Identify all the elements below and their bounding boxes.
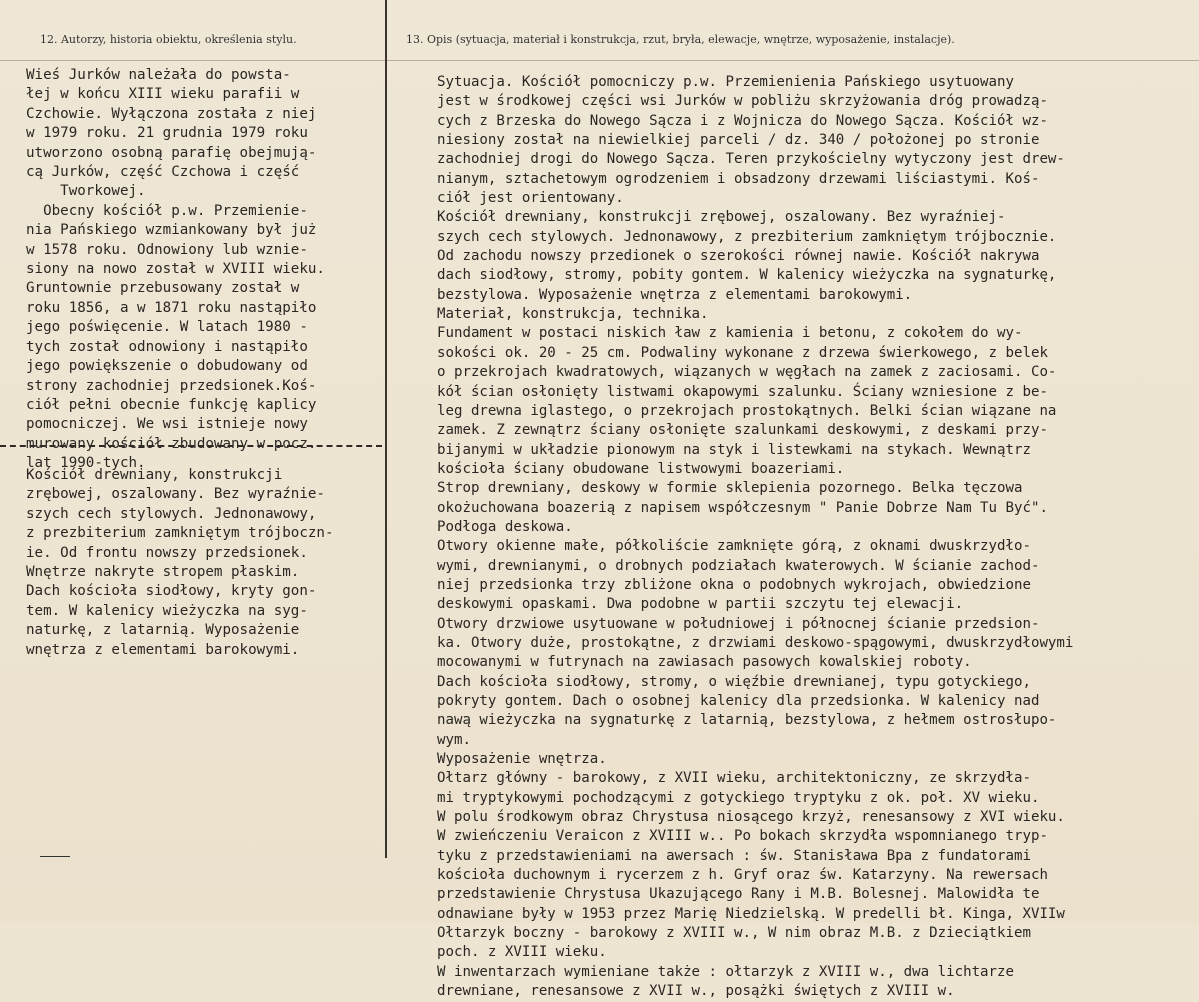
description-line: leg drewna iglastego, o przekrojach prostokątnych. Belki ścian wiązane na — [437, 402, 1057, 419]
description-line: nianym, sztachetowym ogrodzeniem i obsadzony drzewami liściastymi. Koś- — [437, 170, 1040, 187]
description-line: sokości ok. 20 - 25 cm. Podwaliny wykonane z drzewa świerkowego, z belek — [437, 344, 1048, 361]
history-line: w 1979 roku. 21 grudnia 1979 roku — [26, 125, 308, 142]
description-line: tyku z przedstawieniami na awersach : św. Stanisława Bpa z fundatorami — [437, 847, 1031, 864]
history-line: Czchowie. Wyłączona została z niej — [26, 105, 317, 122]
history-line: utworzono osobną parafię obejmują- — [26, 144, 317, 161]
left-column-header: 12. Autorzy, historia obiektu, określenia stylu. — [40, 33, 297, 46]
summary-line: Kościół drewniany, konstrukcji — [26, 467, 283, 483]
summary-line: zrębowej, oszalowany. Bez wyraźnie- — [26, 486, 325, 503]
description-line: szych cech stylowych. Jednonawowy, z prezbiterium zamkniętym trójbocznie. — [437, 228, 1057, 245]
description-line: Dach kościoła siodłowy, stromy, o więźbie drewnianej, typu gotyckiego, — [437, 673, 1031, 690]
description-line: Sytuacja. Kościół pomocniczy p.w. Przemienienia Pańskiego usytuowany — [437, 74, 1014, 90]
description-text — [437, 73, 1073, 1002]
history-line: Gruntownie przebusowany został w — [26, 280, 300, 297]
description-line: W zwieńczeniu Veraicon z XVIII w.. Po bokach skrzydła wspomnianego tryp- — [437, 828, 1048, 845]
description-line: Strop drewniany, deskowy w formie sklepienia pozornego. Belka tęczowa — [437, 480, 1023, 497]
description-line: niesiony został na niewielkiej parceli / dz. 340 / położonej po stronie — [437, 132, 1040, 149]
description-line: W inwentarzach wymieniane także : ołtarzyk z XVIII w., dwa lichtarze — [437, 963, 1014, 980]
history-line: jego powiększenie o dobudowany od — [26, 358, 308, 375]
description-line: Ołtarz główny - barokowy, z XVII wieku, architektoniczny, ze skrzydła- — [437, 770, 1031, 787]
description-line: dach siodłowy, stromy, pobity gontem. W kalenicy wieżyczka na sygnaturkę, — [437, 267, 1057, 284]
description-line: drewniane, renesansowe z XVII w., posążki świętych z XVIII w. — [437, 983, 955, 1000]
description-line: cych z Brzeska do Nowego Sącza i z Wojnicza do Nowego Sącza. Kościół wz- — [437, 112, 1048, 129]
history-line: roku 1856, a w 1871 roku nastąpiło — [26, 299, 317, 316]
description-line: okożuchowana boazerią z napisem współczesnym " Panie Dobrze Nam Tu Być". — [437, 499, 1048, 516]
description-line: ka. Otwory duże, prostokątne, z drzwiami deskowo-spągowymi, dwuskrzydłowymi — [437, 634, 1074, 651]
description-line: Ołtarzyk boczny - barokowy z XVIII w., W nim obraz M.B. z Dzieciątkiem — [437, 925, 1031, 942]
summary-line: ie. Od frontu nowszy przedsionek. — [26, 544, 308, 561]
history-line: ciół pełni obecnie funkcję kaplicy — [26, 396, 317, 413]
description-line: Podłoga deskowa. — [437, 518, 573, 535]
description-line: Otwory drzwiowe usytuowane w południowej i północnej ścianie przedsion- — [437, 615, 1040, 632]
history-line: Tworkowej. — [26, 183, 146, 200]
description-line: zachodniej drogi do Nowego Sącza. Teren przykościelny wytyczony jest drew- — [437, 151, 1065, 168]
summary-line: naturkę, z latarnią. Wyposażenie — [26, 622, 300, 639]
history-line: w 1578 roku. Odnowiony lub wznie- — [26, 241, 308, 258]
summary-line: z prezbiterium zamkniętym trójboczn- — [26, 525, 334, 542]
history-line: jego poświęcenie. W latach 1980 - — [26, 319, 308, 336]
summary-line: Wnętrze nakryte stropem płaskim. — [26, 564, 300, 581]
description-line: jest w środkowej części wsi Jurków w pobliżu skrzyżowania dróg prowadzą- — [437, 93, 1048, 110]
history-line: łej w końcu XIII wieku parafii w — [26, 86, 300, 103]
description-line: o przekrojach kwadratowych, wiązanych w węgłach na zamek z zaciosami. Co- — [437, 364, 1057, 381]
description-line: pokryty gontem. Dach o osobnej kalenicy dla przedsionka. W kalenicy nad — [437, 693, 1040, 709]
history-line: murowany kościół zbudowany w pocz. — [26, 435, 317, 452]
description-line: przedstawienie Chrystusa Ukazującego Rany i M.B. Bolesnej. Malowidła te — [437, 886, 1040, 903]
history-line: Wieś Jurków należała do powsta- — [26, 67, 291, 83]
header-rule — [0, 60, 1199, 61]
description-line: ciół jest orientowany. — [437, 190, 624, 207]
description-line: poch. z XVIII wieku. — [437, 944, 607, 961]
description-line: nawą wieżyczka na sygnaturkę z latarnią, bezstylowa, z hełmem ostrosłupo- — [437, 712, 1057, 729]
summary-line: tem. W kalenicy wieżyczka na syg- — [26, 602, 308, 619]
history-line: tych został odnowiony i nastąpiło — [26, 338, 308, 355]
description-line: niej przedsionka trzy zbliżone okna o podobnych wykrojach, obwiedzione — [437, 576, 1031, 593]
history-line: nia Pańskiego wzmiankowany był już — [26, 222, 317, 239]
description-line: Kościół drewniany, konstrukcji zrębowej, oszalowany. Bez wyraźniej- — [437, 209, 1006, 226]
dashed-separator — [0, 445, 382, 447]
margin-tick — [40, 856, 70, 857]
description-line: Fundament w postaci niskich ław z kamienia i betonu, z cokołem do wy- — [437, 325, 1023, 342]
history-text — [26, 66, 325, 474]
column-divider — [385, 0, 387, 858]
style-summary-text — [26, 466, 334, 660]
history-line: lat 1990-tych. — [26, 455, 146, 472]
description-line: wym. — [437, 731, 471, 748]
description-line: W polu środkowym obraz Chrystusa niosącego krzyż, renesansowy z XVI wieku. — [437, 809, 1065, 826]
description-line: Od zachodu nowszy przedionek o szerokości równej nawie. Kościół nakrywa — [437, 248, 1040, 265]
description-line: Materiał, konstrukcja, technika. — [437, 306, 709, 323]
right-column-header: 13. Opis (sytuacja, materiał i konstrukcja, rzut, bryła, elewacje, wnętrze, wyposażenie, instalacje). — [406, 33, 955, 46]
description-line: mocowanymi w futrynach na zawiasach pasowych kowalskiej roboty. — [437, 654, 972, 671]
history-line: Obecny kościół p.w. Przemienie- — [26, 202, 308, 219]
history-line: siony na nowo został w XVIII wieku. — [26, 261, 325, 278]
description-line: deskowymi opaskami. Dwa podobne w partii szczytu tej elewacji. — [437, 596, 964, 613]
description-line: wymi, drewnianymi, o drobnych podziałach kwaterowych. W ścianie zachod- — [437, 557, 1040, 574]
description-line: kół ścian osłonięty listwami okapowymi szalunku. Ściany wzniesione z be- — [437, 383, 1048, 400]
description-line: kościoła ściany obudowane listwowymi boazeriami. — [437, 460, 845, 477]
description-line: mi tryptykowymi pochodzącymi z gotyckiego tryptyku z ok. poł. XV wieku. — [437, 789, 1040, 806]
description-line: zamek. Z zewnątrz ściany osłonięte szalunkami deskowymi, z deskami przy- — [437, 422, 1048, 439]
summary-line: szych cech stylowych. Jednonawowy, — [26, 505, 317, 522]
description-line: Wyposażenie wnętrza. — [437, 751, 607, 768]
description-line: kościoła duchownym i rycerzem z h. Gryf oraz św. Katarzyny. Na rewersach — [437, 867, 1048, 884]
summary-line: wnętrza z elementami barokowymi. — [26, 641, 300, 658]
summary-line: Dach kościoła siodłowy, kryty gon- — [26, 583, 317, 600]
description-line: Otwory okienne małe, półkoliście zamknięte górą, z oknami dwuskrzydło- — [437, 538, 1031, 555]
history-line: cą Jurków, część Czchowa i część — [26, 164, 300, 181]
history-line: pomocniczej. We wsi istnieje nowy — [26, 416, 308, 433]
history-line: strony zachodniej przedsionek.Koś- — [26, 377, 317, 394]
description-line: bezstylowa. Wyposażenie wnętrza z elementami barokowymi. — [437, 286, 913, 303]
description-line: bijanymi w układzie pionowym na styk i listewkami na stykach. Wewnątrz — [437, 441, 1031, 458]
description-line: odnawiane były w 1953 przez Marię Niedzielską. W predelli bł. Kinga, XVIIw — [437, 905, 1065, 922]
